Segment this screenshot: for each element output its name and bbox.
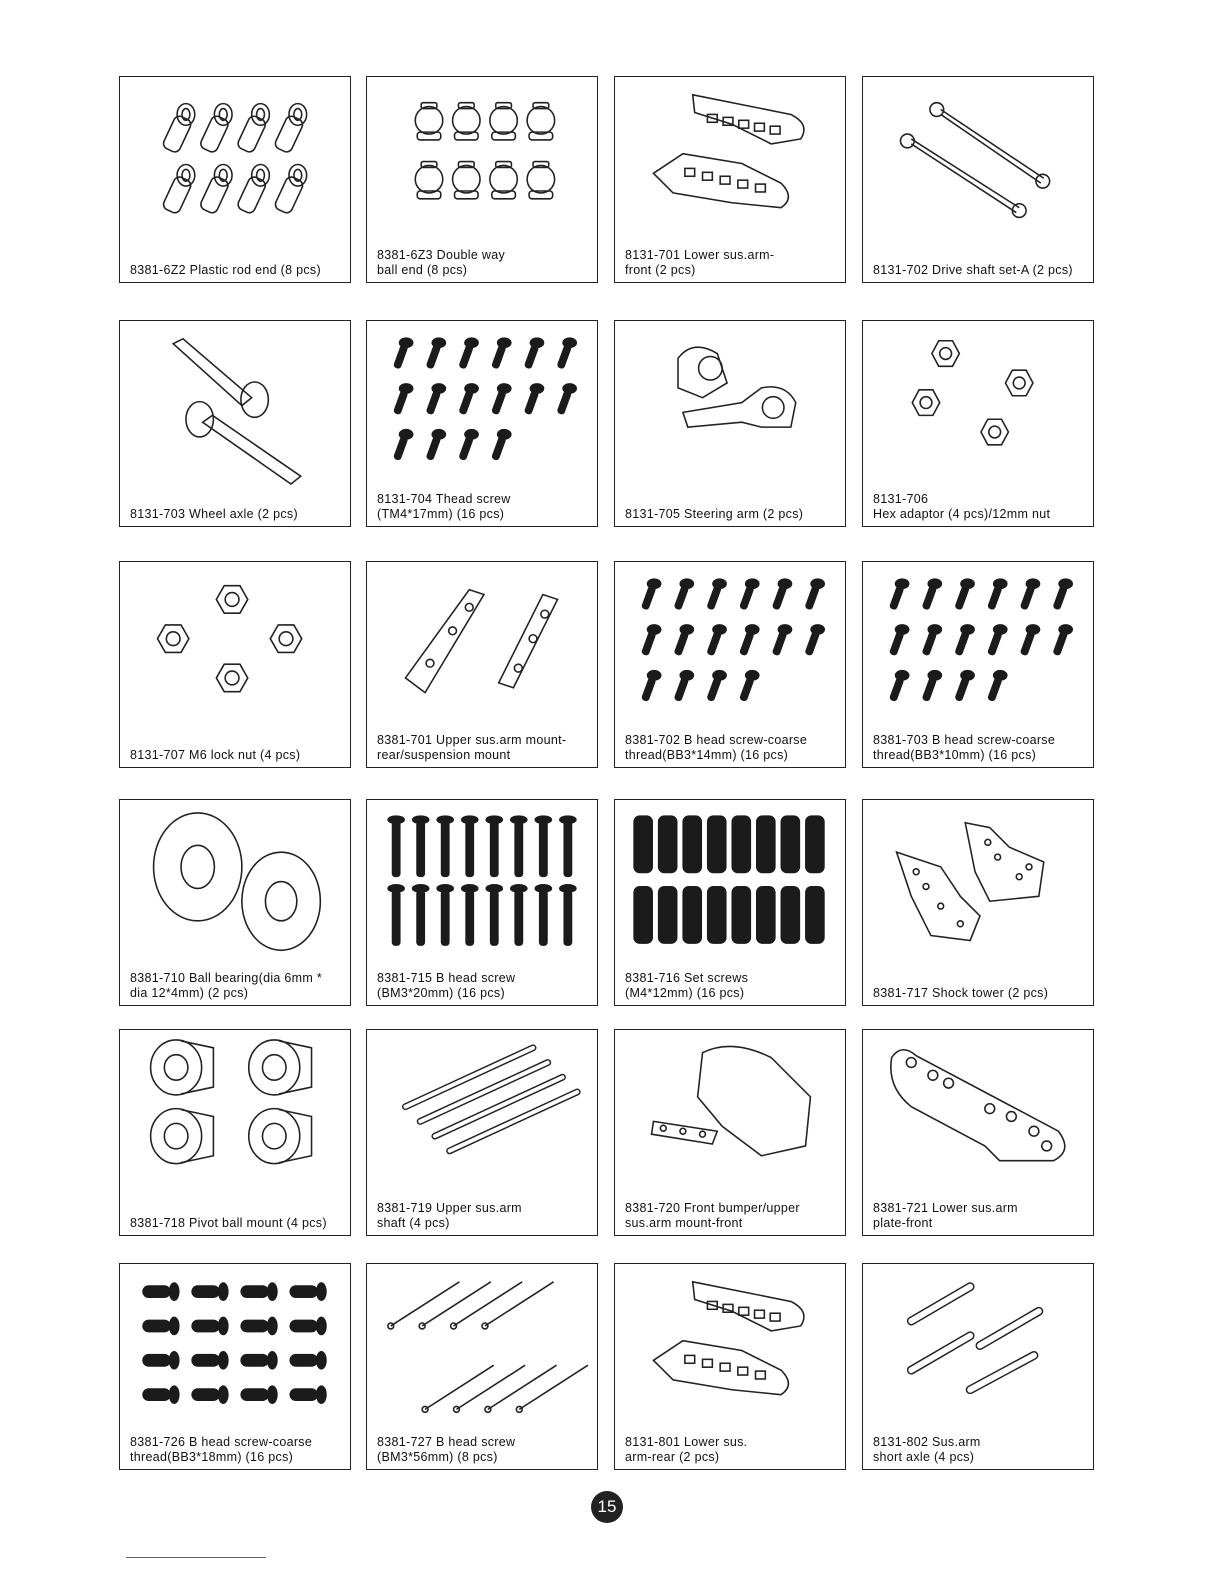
caption-line: 8381-710 Ball bearing(dia 6mm *	[130, 971, 323, 985]
part-caption	[625, 1435, 839, 1465]
part-caption	[130, 748, 344, 763]
caption-line: rear/suspension mount	[377, 748, 511, 762]
caption-line: 8131-702 Drive shaft set-A (2 pcs)	[873, 263, 1073, 277]
part-cell	[862, 799, 1094, 1006]
caption-line: 8381-717 Shock tower (2 pcs)	[873, 986, 1049, 1000]
part-caption	[377, 733, 591, 763]
part-cell	[862, 1029, 1094, 1236]
shock-tower-icon	[871, 808, 1085, 965]
caption-line: (BM3*20mm) (16 pcs)	[377, 986, 505, 1000]
part-cell	[614, 320, 846, 527]
part-caption	[873, 263, 1087, 278]
screw-icon	[871, 570, 1085, 727]
part-caption	[377, 492, 591, 522]
caption-line: arm-rear (2 pcs)	[625, 1450, 720, 1464]
part-cell	[366, 561, 598, 768]
caption-line: shaft (4 pcs)	[377, 1216, 450, 1230]
caption-line: dia 12*4mm) (2 pcs)	[130, 986, 249, 1000]
screw-icon	[623, 570, 837, 727]
part-caption	[873, 1201, 1087, 1231]
lower-arm-icon	[623, 1272, 837, 1429]
caption-line: thread(BB3*18mm) (16 pcs)	[130, 1450, 294, 1464]
set-screw-icon	[623, 808, 837, 965]
part-caption	[377, 1435, 591, 1465]
caption-line: 8131-707 M6 lock nut (4 pcs)	[130, 748, 301, 762]
part-cell	[366, 1263, 598, 1470]
drive-shaft-icon	[871, 85, 1085, 242]
part-cell	[366, 320, 598, 527]
part-cell	[119, 1029, 351, 1236]
caption-line: Hex adaptor (4 pcs)/12mm nut	[873, 507, 1051, 521]
caption-line: ball end (8 pcs)	[377, 263, 468, 277]
part-caption	[625, 248, 839, 278]
part-cell	[862, 76, 1094, 283]
part-caption	[130, 971, 344, 1001]
caption-line: 8381-718 Pivot ball mount (4 pcs)	[130, 1216, 327, 1230]
pivot-ball-mount-icon	[128, 1038, 342, 1195]
ball-bearing-icon	[128, 808, 342, 965]
part-cell	[366, 799, 598, 1006]
caption-line: front (2 pcs)	[625, 263, 696, 277]
long-screw-icon	[375, 1272, 589, 1429]
caption-line: 8381-727 B head screw	[377, 1435, 516, 1449]
caption-line: 8381-721 Lower sus.arm	[873, 1201, 1018, 1215]
footer-rule	[126, 1557, 266, 1558]
caption-line: (TM4*17mm) (16 pcs)	[377, 507, 505, 521]
wheel-axle-icon	[128, 329, 342, 486]
part-cell	[119, 1263, 351, 1470]
caption-line: 8381-716 Set screws	[625, 971, 749, 985]
caption-line: (M4*12mm) (16 pcs)	[625, 986, 745, 1000]
caption-line: 8381-726 B head screw-coarse	[130, 1435, 313, 1449]
caption-line: 8131-701 Lower sus.arm-	[625, 248, 775, 262]
part-caption	[130, 1435, 344, 1465]
screw-icon	[375, 329, 589, 486]
caption-line: 8131-705 Steering arm (2 pcs)	[625, 507, 804, 521]
caption-line: 8131-704 Thead screw	[377, 492, 511, 506]
caption-line: sus.arm mount-front	[625, 1216, 743, 1230]
part-cell	[119, 799, 351, 1006]
part-caption	[377, 971, 591, 1001]
arm-plate-icon	[871, 1038, 1085, 1195]
part-cell	[366, 76, 598, 283]
caption-line: 8381-6Z2 Plastic rod end (8 pcs)	[130, 263, 321, 277]
part-cell	[614, 1263, 846, 1470]
part-cell	[862, 561, 1094, 768]
caption-line: 8381-715 B head screw	[377, 971, 516, 985]
lower-arm-icon	[623, 85, 837, 242]
part-cell	[614, 561, 846, 768]
caption-line: 8131-801 Lower sus.	[625, 1435, 748, 1449]
part-caption	[377, 248, 591, 278]
part-caption	[625, 507, 839, 522]
short-axle-icon	[871, 1272, 1085, 1429]
part-caption	[873, 986, 1087, 1001]
part-cell	[119, 320, 351, 527]
part-cell	[119, 76, 351, 283]
bumper-icon	[623, 1038, 837, 1195]
part-caption	[625, 1201, 839, 1231]
part-caption	[130, 263, 344, 278]
caption-line: thread(BB3*14mm) (16 pcs)	[625, 748, 789, 762]
screw-icon	[375, 808, 589, 965]
part-cell	[119, 561, 351, 768]
part-cell	[614, 76, 846, 283]
caption-line: 8381-701 Upper sus.arm mount-	[377, 733, 567, 747]
hex-adaptor-icon	[871, 329, 1085, 486]
part-caption	[377, 1201, 591, 1231]
screw-icon	[128, 1272, 342, 1429]
rod-end-icon	[128, 85, 342, 242]
part-caption	[873, 1435, 1087, 1465]
part-caption	[130, 507, 344, 522]
part-caption	[873, 492, 1087, 522]
part-cell	[366, 1029, 598, 1236]
caption-line: 8131-703 Wheel axle (2 pcs)	[130, 507, 298, 521]
shaft-icon	[375, 1038, 589, 1195]
part-caption	[130, 1216, 344, 1231]
part-cell	[614, 799, 846, 1006]
part-cell	[862, 1263, 1094, 1470]
caption-line: (BM3*56mm) (8 pcs)	[377, 1450, 498, 1464]
caption-line: 8381-719 Upper sus.arm	[377, 1201, 522, 1215]
caption-line: 8131-706	[873, 492, 929, 506]
steering-arm-icon	[623, 329, 837, 486]
lock-nut-icon	[128, 570, 342, 727]
part-caption	[625, 971, 839, 1001]
caption-line: 8131-802 Sus.arm	[873, 1435, 981, 1449]
caption-line: 8381-6Z3 Double way	[377, 248, 505, 262]
page-number: 15	[591, 1491, 623, 1523]
part-cell	[862, 320, 1094, 527]
caption-line: 8381-702 B head screw-coarse	[625, 733, 808, 747]
caption-line: short axle (4 pcs)	[873, 1450, 975, 1464]
caption-line: plate-front	[873, 1216, 933, 1230]
part-caption	[873, 733, 1087, 763]
caption-line: thread(BB3*10mm) (16 pcs)	[873, 748, 1037, 762]
caption-line: 8381-720 Front bumper/upper	[625, 1201, 800, 1215]
part-cell	[614, 1029, 846, 1236]
arm-mount-icon	[375, 570, 589, 727]
caption-line: 8381-703 B head screw-coarse	[873, 733, 1056, 747]
ball-end-icon	[375, 85, 589, 242]
part-caption	[625, 733, 839, 763]
